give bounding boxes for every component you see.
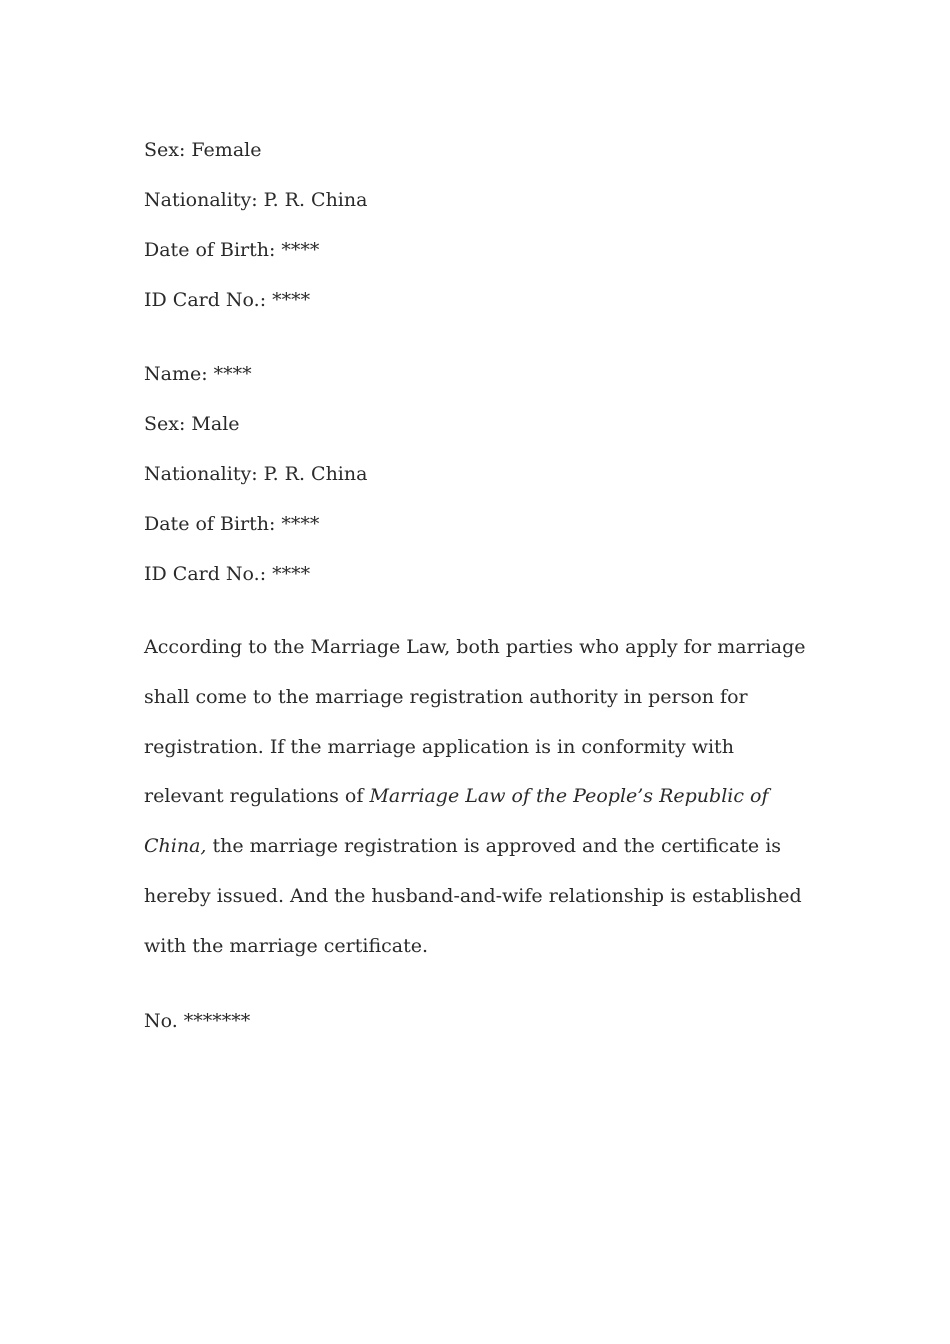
- party-two-id-card: ID Card No.: ****: [144, 563, 311, 585]
- statement-text-before: According to the Marriage Law, both parties who apply for marriage shall come to the marriage registration authority in person for registration. If the marriage application is in conformity with relevant regulations of: [144, 636, 806, 808]
- party-one-sex: Sex: Female: [144, 139, 262, 161]
- party-one-date-of-birth: Date of Birth: ****: [144, 239, 320, 261]
- party-two-date-of-birth: Date of Birth: ****: [144, 513, 320, 535]
- party-one-nationality: Nationality: P. R. China: [144, 189, 368, 211]
- statement-law-title: Marriage Law of the People’s Republic of China,: [144, 785, 769, 858]
- party-one-id-card: ID Card No.: ****: [144, 289, 311, 311]
- party-two-name: Name: ****: [144, 363, 252, 385]
- party-two-sex: Sex: Male: [144, 413, 240, 435]
- statement-text-after: the marriage registration is approved and the certificate is hereby issued. And the husband-and-wife relationship is established with the marriage certificate.: [144, 835, 802, 957]
- party-two-nationality: Nationality: P. R. China: [144, 463, 368, 485]
- marriage-statement: [144, 623, 814, 972]
- certificate-number: No. *******: [144, 1010, 251, 1032]
